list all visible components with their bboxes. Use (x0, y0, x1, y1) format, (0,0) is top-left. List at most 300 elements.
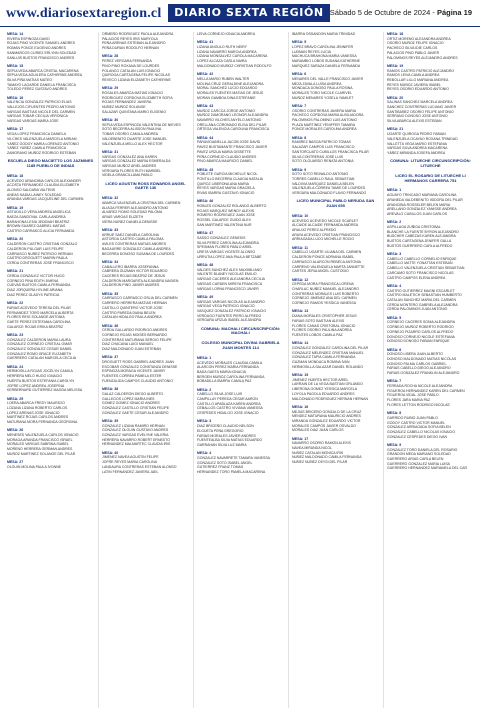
member-name: SANCHEZ CONTRERAS LUCIANO JAVIER (387, 105, 457, 110)
mesa-entry (292, 437, 379, 465)
member-name: BECERRA DONOSO SUSANA DE LOURDES (102, 251, 175, 256)
mesa-heading: MESA: 21 (7, 269, 24, 274)
member-name: MORALES TORO NICOLE CLARIVEL (292, 90, 352, 95)
mesa-heading: MESA: 19 (387, 63, 404, 68)
mesa-entry (7, 301, 94, 329)
member-name: GUZMAN MONDACA ROMINA IVAN (292, 360, 350, 365)
member-name: FLORES LETTON RODRIGO NICOLAS (387, 402, 450, 407)
member-name: ASTORGA CASTRO CAMILA PALOMA (102, 237, 164, 242)
member-name: POBLETE GARCIA MICHELLE NICOL (197, 172, 258, 177)
mesa-entry (387, 64, 474, 92)
mesa-heading: MESA: 1 (197, 355, 212, 360)
member-name: FIGUEROA HERNANDEZ KAREN DEL CARMEN (387, 388, 465, 393)
member-name: ROJAS MARQUEZ WENDY ALEXIS (197, 208, 255, 213)
member-name: BUSTOS GUERRERO CARLA ALFREDO (387, 243, 453, 248)
member-name: GRANDON MEDA MARIANO SOLEDAD (387, 452, 451, 457)
member-name: IBARRA OSSANDON MARIA TRINIDAD (292, 32, 356, 36)
member-name: FERNANDEZ TORO MARCELA ALBERTA (7, 310, 74, 315)
mesa-entry (102, 451, 189, 475)
member-name: OSORIO CONTRERAS JAVIERA MARIA (292, 108, 357, 113)
member-name: GONZALEZ CALDERON MARIA LAURA (7, 337, 71, 342)
mesa-heading: MESA: 47 (197, 231, 214, 236)
mesa-entry (387, 348, 474, 376)
member-name: MORAGA ARANDA FRANCISCO ISRAEL (7, 437, 73, 442)
mesa-heading: MESA: 2 (387, 220, 402, 225)
member-name: SILVA PEREZ CAROLINA ALEJANDRA (197, 240, 259, 245)
mesa-entry (102, 118, 189, 146)
member-name: PINO ABARCA MAURICIO DANIEL (197, 159, 253, 164)
mesa-entry (292, 168, 379, 196)
member-name: GONZALEZ LIZANA RAMIRO HERNAN (102, 423, 165, 428)
member-name: GONZALEZ NAVARRETE TAMARA VANESSA (197, 455, 270, 460)
member-name: CARCAMO SOTO FRANCISCO NICOLAS (387, 270, 454, 275)
member-name: VARGAS SILVA ANDREA MACARENA (387, 146, 448, 151)
member-name: PLAZA MARTINEZ YENIFFER TAMARA (292, 122, 356, 127)
mesa-entry (387, 252, 474, 280)
mesa-entry (7, 96, 94, 124)
mesa-heading: MESA: 25 (7, 396, 24, 401)
member-name: MIRANDA GONZALEZ EDUARDO VICTOR (292, 418, 361, 423)
mesa-heading: MESA: 12 (292, 277, 309, 282)
polling-place-heading: LICEO AGUSTIN ROSS EDWARDS ANGEL GAETE 136 (105, 180, 186, 191)
member-name: VALLEJOS CIFUENTES PEDRO ANTONIO (7, 105, 76, 110)
member-name: LOPEZ ALCAZA CARLA NAIRA (197, 59, 247, 64)
mesa-entry (292, 104, 379, 132)
member-name: CASTRO PAREDA DIANA BELEN (102, 310, 156, 315)
member-name: VALLETTA VEGA MARIO ESTEFANIA (387, 141, 447, 146)
member-name: LUDMAN REYES LUCIA (292, 49, 331, 54)
member-name: VALENZUELA CORREA TAMIE DE LOURDES (292, 186, 366, 191)
mesa-entry (387, 379, 474, 407)
newspaper-title: DIARIO SEXTA REGIÓN (168, 4, 330, 22)
mesa-heading: MESA: 17 (7, 127, 24, 132)
member-name: ESCOBAR GONZALEZ CONSTANZA DENISSE (102, 364, 178, 369)
member-name: CACERES ROJAS BEATRIZ DE JESUS (102, 273, 166, 278)
member-name: ACOSTA FERNANDEZ CLAUDIA ELIZABETH (7, 183, 80, 188)
member-name: PONCE MORALES CAROLINA ANDREA (292, 127, 357, 132)
member-name: FUENTES CORREA PAMELA ESTER (102, 374, 162, 379)
member-name: HERMOSILLA SALAZAR DANIEL ROLANDO (292, 364, 364, 369)
member-name: URRUTIA LOPEZ ANA PAULA BETZABE (197, 254, 262, 259)
member-name: CALDERON MARGARITA ALEJANDRA NAGIEN (102, 278, 179, 283)
member-name: LANDAURA CONTRERAS ESTEBAN ALONSO (102, 464, 177, 469)
member-name: SANTIBAÑEZ OSORIO FELIPE ANTONIO (387, 109, 454, 114)
member-name: LIZANA MONSALVEZ CAROLA MACARENA (197, 54, 268, 59)
member-name: GUTIERREZ FRANZ TOMAS (197, 465, 244, 470)
member-name: LOZANA LIZANA ROBERTO CARLOS (7, 405, 68, 410)
mesa-heading: MESA: 28 (102, 54, 119, 59)
member-name: VALENZUELA MELLO ALEX HECTOR (102, 141, 163, 146)
mesa-entry (387, 32, 474, 60)
member-name: POLANCO CATALAN LUIS IGNACIO (102, 68, 161, 73)
mesa-heading: MESA: 49 (197, 294, 214, 299)
member-name: SPESMAN FLORES PABLO ARIEL (197, 245, 253, 250)
page-header (0, 0, 480, 28)
member-name: CASTILLO APABLAZA KAREN ANDREA (197, 401, 261, 406)
member-name: FLORES CANAS CRISTOBAL IGNACIO (292, 323, 356, 328)
member-name: CALDERON PONCE ADRIANA ISABEL (292, 255, 355, 260)
column-1 (7, 32, 94, 708)
polling-place-heading: COLEGIO MUNICIPAL DIVINA GABRIELA JUAN MONTES 114 (201, 340, 280, 350)
mesa-heading: MESA: 8 (387, 411, 402, 416)
member-name: GARRAHAN SILVA LUZ MARIA (197, 442, 247, 447)
member-name: BUSCHER CABEZAS KAREN ALEJANDRA (387, 234, 456, 239)
mesa-heading: MESA: 30 (102, 118, 119, 123)
member-name: FLORES JARA MARIA PAZ (387, 398, 431, 403)
mesa-entry (102, 150, 189, 178)
mesa-entry (387, 96, 474, 124)
member-name: ALARCON PEREZ MARIA FERNANDA (197, 365, 259, 370)
member-name: MUÑOZ MENARES YOSELA YAMILET (292, 95, 354, 100)
member-name: ESPINOZA MORAGA VICENTE JAVIER (102, 369, 165, 374)
column-5 (387, 32, 474, 708)
polling-place-heading: LICEO MUNICIPAL PABLO NERUDA SAN JUAN 655 (296, 198, 375, 209)
member-name: TOBAR OSORIO CAMILA ANDREA (102, 132, 159, 137)
member-name: CEPEDA MORA FRANCISCA LORENA (292, 282, 354, 287)
mesa-heading: MESA: 42 (197, 72, 214, 77)
member-name: FIGUEROA VIDAL JOSE PABLO (387, 393, 439, 398)
member-name: MENESES VALENZUELA CARLOS IGNACIO (7, 433, 79, 438)
member-name: ORMEÑO RODRIGUEZ PAOLA ALEJANDRA (102, 32, 174, 36)
mesa-heading: MESA: 8 (292, 135, 307, 140)
member-name: CONTRERAS MATURANA SERGIO FELIPE (102, 337, 172, 342)
member-name: NUÑEZ MUÑOZ SOLANGE (102, 105, 146, 110)
member-name: GARRIDO RUBIO JUAN PABLO (387, 415, 438, 420)
member-name: PALOMINOS REYES ALEJANDRO ANDRES (387, 55, 458, 60)
mesa-entry (292, 214, 379, 242)
member-name: NAVARRO OSORIO RAMON ALEXIS (292, 441, 351, 446)
polling-place-heading: COMUNA: MACHALI CIRCUNSCRIPCIÓN: MACHALI (200, 325, 281, 336)
member-name: SILVA ABARCA ALEXIS ESTEBAN (387, 119, 442, 124)
member-name: VALDIVIA MARQUEZ DANIELA BELEN (292, 181, 354, 186)
mesa-heading: MESA: 34 (102, 259, 119, 264)
member-name: CERDA GALLARDO RODRIGO ANDRES (102, 328, 168, 333)
mesa-heading: MESA: 35 (102, 291, 119, 296)
mesa-heading: MESA: 14 (7, 32, 24, 36)
member-name: CASTRO MALETICH SEBASTIAN HUMBERTO (387, 293, 462, 298)
member-name: CABELLO SILVA JOSE LUIS (197, 392, 243, 397)
member-name: ASPILLAGA ZUÑIGA CRISTOBAL (387, 224, 441, 229)
member-name: NUÑEZ NUÑEZ DEYSI DEL PILAR (292, 460, 348, 465)
member-name: CASTRO CARRASCO ALICIA FERNANDA (7, 229, 75, 234)
member-name: GONZALEZ ROMO GRACE ELIZABETH (7, 351, 72, 356)
member-name: RODRIGUEZ CORDOVA ELIZABETH SOFIA (102, 95, 173, 100)
mesa-entry (7, 333, 94, 361)
mesa-heading: MESA: 2 (197, 387, 212, 392)
member-name: GONZALEZ GAETE CESAR ALEJANDRO (102, 410, 169, 415)
member-name: CERDA CONTRERAS JOSE FRANCISCO (7, 260, 74, 265)
member-name: AGUAYO TRINCADO MARIANA CAROLINA (387, 193, 457, 198)
member-name: VIDELA GRANCILLAMA PABLO (102, 173, 153, 178)
member-name: DONOSO DONOSO FABIAN ENRIQUE (387, 339, 450, 344)
member-name: MORENO HERRERA GERMAN ANDRES (7, 447, 73, 452)
member-name: MOLINA CRUZ GERALDINE ALEJANDRA (197, 81, 264, 86)
member-name: ELGUETA PEÑA GREGORIO (197, 428, 244, 433)
member-name: GOMEZ GOMEZ IGNACIO ANDRES (102, 401, 160, 406)
mesa-entry (197, 388, 284, 416)
member-name: ARAUJO PEREZ ALFREDO (292, 228, 337, 233)
member-name: SALAZAR QUINTANA MARIO EUGENIO (102, 109, 167, 114)
member-name: RAMIREZ BASOA PATRICIO TOMAS (292, 140, 351, 145)
member-name: PARAVIDIANELLA JACOB JOSE DAVID (197, 140, 261, 145)
member-name: GONZALEZ ARRIAGADA SOFIA BELEN (387, 425, 451, 430)
member-name: VALENCIA GONZALEZ PATRICIO ELIAS (7, 100, 72, 105)
member-name: VEGA LOPEZ FRANCISCA DANIELA (7, 132, 66, 137)
date-text: Sábado 5 de Octubre de 2024 - (329, 8, 437, 17)
member-name: VARGAS LORNA FRANCISCO JAVIER (197, 286, 259, 291)
member-name: VERGARA FLORES RUTH MARIBEL (102, 168, 161, 173)
member-name: HERNANDEZ TORO PAMELA MACARENA (197, 470, 266, 475)
member-name: REYES MUÑOZ JAVIERA ISABEL (387, 82, 442, 87)
member-name: SANLUIS BUSTOS FRANCISCO ANDRES (7, 55, 75, 60)
polling-place-heading: LICEO EL ROSARIO DE LITUECHE LI HERMANOS CARRERA 751 (395, 172, 466, 183)
member-name: VARGAS CARDEN MIREYA FRANCISCA (197, 281, 263, 286)
mesa-entry (292, 309, 379, 337)
member-name: PACHECO CORDOVA MARIA AUXILIADORA (292, 113, 364, 118)
member-name: JIMENEZ NAVEA AGUSTIN FELIPE (102, 455, 159, 460)
member-name: VERGARA MALDONADO FLAVIO FERNANDO (292, 191, 367, 196)
member-name: GONZALEZ SOTO ISABEL ANGEL (197, 460, 253, 465)
member-name: SOTO OLGUARDO RENATA ANTONIA (292, 159, 354, 164)
member-name: YÁÑEZ YÁÑEZ CAMILA FRANCISCA (7, 146, 67, 151)
member-name: UGARTE QUIROGA PEDRO FABIAN (387, 132, 446, 137)
member-name: CARRENO VALENZUELA MARTA JANNETTE (292, 264, 365, 269)
member-name: GONZALEZ CABELLO NICOLAS IGNACIO (387, 429, 456, 434)
member-name: RIVERA ESPINOZA DAVID (7, 36, 50, 41)
member-name: BROWN SUAREZ GABRIEL MATIAS (7, 224, 66, 229)
member-name: CASTRO GUTIERREZ MAGNI ESCARLET (387, 288, 455, 293)
mesa-heading: MESA: 20 (387, 95, 404, 100)
member-name: ARRUE SAEZ DANIELA CAROLINA (102, 232, 159, 237)
member-name: VARGAS VARGAS NICOLAS ALEJANDRO (197, 299, 265, 304)
mesa-entry (387, 127, 474, 155)
mesa-heading: MESA: 3 (197, 419, 212, 424)
member-name: SEPULVEDA AGUILERA CATHERINE ANDREA (7, 73, 83, 78)
mesa-entry (197, 32, 284, 37)
member-name: MONDACA DONOSO PAULA ROSINA (292, 86, 353, 91)
mesa-entry (197, 72, 284, 100)
member-name: VERDUGO FUENTES PIERO ALFREDO (197, 313, 262, 318)
member-name: MUÑOZ MARTINEZ SOLANGE DEL PILAR (7, 451, 76, 456)
member-name: CORNEJO JIMENEZ ANA DEL CARMEN (292, 296, 357, 301)
member-name: PACHECO SILVA IDIE CARLOS (387, 46, 438, 51)
member-name: SANMARCOS CURIEZ ERLYNN SOLEDAD (7, 50, 77, 55)
member-name: GAETE PEREZ ESTEFANIA CAROLINA (7, 319, 71, 324)
member-name: LARRAIN DE LA VEGA BASTIAN ORLANDO (292, 382, 363, 387)
member-name: GONZALEZ MELENDEZ CRISTIAN MANUEL (292, 350, 364, 355)
mesa-entry (292, 373, 379, 401)
member-name: CASTRO CAMPOS ELENA ANDREA (387, 275, 446, 280)
column-4 (292, 32, 379, 708)
mesa-entry (102, 54, 189, 82)
mesa-heading: MESA: 40 (102, 450, 119, 455)
mesa-entry (7, 174, 94, 202)
member-name: VALDEBENITO DUARTE JOSE MANUEL (102, 136, 168, 141)
member-name: CARRERO HERRERA MATIAS HERNAN (102, 301, 167, 306)
member-name: NAVARRO VILCHES ANYELO ANTONIO (197, 118, 262, 123)
member-name: CUEVAS BUSTOS CAMILA FERNANDA (7, 283, 71, 288)
member-name: CERDA PALOMINOS JUAN ANTONIO (387, 307, 448, 312)
member-name: OSORIO MUÑOZ FELIPE IGNACIO (387, 41, 444, 46)
mesa-heading: MESA: 18 (7, 173, 24, 178)
member-name: PALACIOS PINO PABLO JAVIER (387, 50, 440, 55)
mesa-heading: MESA: 27 (7, 460, 24, 465)
member-name: GONZALEZ TORO DANIELA DEL ROSARIO (387, 447, 458, 452)
member-name: CARRASCO CARRASCO OSLIA DEL CARMEN (102, 296, 178, 301)
mesa-heading: MESA: 5 (387, 315, 402, 320)
member-name: VARGAS BASTIAS NICOLE DEL CARMEN (7, 109, 75, 114)
mesa-heading: MESA: 15 (7, 63, 24, 68)
member-name: CALDERON CASTRO CRISTIAN GONZALO (7, 242, 78, 247)
member-name: MORALES FUENTES MATIAS DE JESUS (197, 90, 264, 95)
member-name: VARGAS CACERES ALEJANDRA CECILIA (197, 277, 266, 282)
member-name: REYES VARGAS MARIA GRACIELA (197, 186, 255, 191)
member-name: CORNEJO ROJAS MOISES BERNARDO (102, 332, 168, 337)
mesa-heading: MESA: 22 (7, 301, 24, 306)
member-name: CATALAN HIDALGO PAULA ANDREA (102, 315, 162, 320)
member-name: YÁÑEZ GODOY MARIA LORENZO ANTONIO (7, 141, 80, 146)
mesa-entry (197, 136, 284, 164)
member-name: FARIAS ACEVEDO TERESA DEL PILAR (7, 305, 71, 310)
member-name: ALONSO SALDAÑA VALTENS (7, 187, 56, 192)
mesa-entry (197, 104, 284, 132)
member-name: ARANEDA VALDEBENITO ISIDORA DEL PILAR (387, 197, 463, 202)
member-name: LEIVA CORNEJO IGNACIA ANDREA (197, 32, 256, 36)
mesa-entry (7, 269, 94, 297)
mesa-heading: MESA: 31 (102, 149, 119, 154)
member-name: LOYOLA PAGOLA EDUARDO ANDRES (292, 391, 355, 396)
member-name: CORNEJO PIZARRO CARLOS ALFREDO (387, 329, 454, 334)
member-name: RAMOS LEIVA CAMILA ANDREA (387, 73, 440, 78)
member-name: NAVEA MIRANDA NICOL (292, 446, 333, 451)
mesa-entry (292, 72, 379, 100)
mesa-entry (197, 168, 284, 196)
member-name: GALLEGOS LOPEZ MARIA INES (102, 396, 155, 401)
member-name: URETA VARGAS VICENTE ALONSO (197, 249, 256, 254)
member-name: BAGAURRE GONZALEZ CAMILA ANDREA (102, 246, 171, 251)
member-name: CERDA GONZALEZ VICTOR HUGO (7, 273, 65, 278)
member-name: CEBALLOS CASTRO VIVIANA VANESSA (197, 406, 263, 411)
member-name: CARRASCO ALARCON REBECA ANTONIA (292, 259, 361, 264)
member-name: VERGARA URZUA ISABEL ALEJANDRA (197, 318, 262, 323)
mesa-entry (102, 324, 189, 352)
member-name: ZAMORANO MUÑOZ RODRIGO ESTEBAN (7, 150, 77, 155)
member-name: NUÑEZ MALDONADO CAMILA FERNANDA (292, 455, 362, 460)
issue-date (330, 8, 472, 17)
member-name: VARGAS GONZALEZ MARIA ESMERALDA (102, 159, 171, 164)
member-name: GONZALEZ CESPEDES DIEGO IVAN (387, 434, 448, 439)
member-name: ORELLANA CORONADO ELISA DEL PILAR (197, 122, 267, 127)
mesa-entry (102, 355, 189, 383)
polling-place-heading: ESCUELA DIEGO MACIETTO LOS JAZMINES 1185 PUEBLO DE INDIAS (7, 158, 94, 169)
mesa-entry (102, 419, 189, 447)
mesa-entry (197, 451, 284, 475)
member-name: SASSO GONZALEZ GENESIS (197, 235, 246, 240)
member-name: ORTIZ MORENO ALEJANDRA ANDREA (387, 36, 451, 41)
mesa-entry (292, 136, 379, 164)
member-name: REVECO LIZANA ELIZABETH CATHERINE (102, 77, 171, 82)
site-url[interactable]: www.diariosextaregion.cl (6, 6, 162, 21)
member-name: ACEVEDO MORALES CLAUDIA CAMILA (197, 360, 263, 365)
member-name: VARGAS VARGAS MARIA JOSE (7, 119, 59, 124)
mesa-heading: MESA: 44 (197, 135, 214, 140)
member-name: HERRERA MELO HUGO IGNACIO (7, 374, 63, 379)
member-name: PEÑA CORNEJO CLAUDIO ANDRES (197, 154, 257, 159)
mesa-entry (387, 411, 474, 439)
mesa-entry (292, 40, 379, 68)
mesa-entry (102, 260, 189, 288)
member-name: FUENTEALBA SILVA MATIAS EDUARDO (197, 438, 263, 443)
member-name: MENDEZ MATURANA MAURICIO ANDRES (292, 414, 361, 419)
mesa-heading: MESA: 3 (387, 252, 402, 257)
member-name: CABELLO MATTE YONATTAN ESTEBAN (387, 261, 453, 266)
mesa-heading: MESA: 19 (7, 205, 24, 210)
member-name: ALIAGA FERRER ALEJANDRO ANTONIO (102, 205, 169, 210)
member-name: JOFRE REYES MARIA CAROLINA (102, 460, 158, 465)
mesa-heading: MESA: 6 (292, 72, 307, 77)
mesa-heading: MESA: 15 (292, 373, 309, 378)
member-name: VILCHES VALENZUELA MARCELA MIRIAM (7, 136, 77, 141)
polling-place-heading: COMUNA: LITUECHE CIRCUNSCRIPCIÓN: LITUECHE (390, 158, 471, 169)
member-name: PONTILLO BECERRA CLAUDIA NATALIA (197, 176, 264, 181)
mesa-heading: MESA: 9 (387, 442, 402, 447)
member-name: DIAZ JORQUERA HYLINE ARIANA (7, 288, 63, 293)
member-name: DIAZ PEREZ GLADYS PATRICIA (7, 292, 60, 297)
member-name: JIMENEZ HUERTA HECTOR ARIEL (292, 377, 349, 382)
member-name: MATURANA MORA FERNANDA GEORGINA (7, 420, 78, 425)
member-name: CORNEJO CACERES SONIA ALEJANDRA (387, 320, 456, 325)
mesa-heading: MESA: 9 (292, 167, 307, 172)
member-name: SOTO SOTO REINALDO ANTONIO (292, 172, 349, 177)
mesa-entry (7, 237, 94, 265)
member-name: ALCAIDE ALCAIDE FERNANDA ANDREA (292, 223, 359, 228)
mesa-heading: MESA: 14 (292, 341, 309, 346)
member-name: ARAYA ACEVEDO CRISTIAN FRANCISCO (292, 232, 360, 237)
mesa-entry (387, 316, 474, 344)
member-name: CORNEJO PINA EDITH JIMENA (7, 278, 59, 283)
mesa-heading: MESA: 21 (387, 127, 404, 132)
mesa-entry (7, 64, 94, 92)
member-name: SOTO BECERRA ALISSON PAULINA (102, 127, 162, 132)
mesa-heading: MESA: 7 (292, 103, 307, 108)
mesa-entry (292, 246, 379, 274)
mesa-entry (197, 295, 284, 323)
mesa-entry (102, 32, 189, 51)
member-name: LOPEZ BRAVO CAROLINA JENNIFER (292, 45, 354, 49)
member-name: FUENTES LOBOS CAMILA PAZ (292, 332, 343, 337)
member-name: SALAZAR CAMPOS LUIS FRANCISCO (292, 145, 355, 150)
member-name: AVILES CONTRERAS MATIAS ANDRES (102, 242, 167, 247)
mesa-heading: MESA: 4 (387, 283, 402, 288)
member-name: BADA GAETA MARIA IGNACIA (197, 369, 246, 374)
member-name: FARIAS MORALES JAVIER ANDRES (197, 433, 256, 438)
mesa-entry (102, 196, 189, 224)
mesa-heading: MESA: 37 (102, 355, 119, 360)
member-name: BERGEN MUÑOZ CAROLINA FERNANDA (197, 374, 265, 379)
member-name: CASTRO DROGUETT MAIRIN PAULA (7, 256, 68, 261)
member-name: KERBERNARD GUTIERREZ MAGDA MELISSA (7, 388, 83, 393)
mesa-entry (7, 428, 94, 456)
member-name: LIZANA NAVARRO MARCIA ANDREA (197, 49, 257, 54)
mesa-heading: MESA: 46 (197, 199, 214, 204)
member-name: CORNEJO MUÑOZ ROBERTO RODRIGO (387, 325, 454, 330)
mesa-entry (387, 220, 474, 248)
member-name: SANTORCUATO CUBILLOS FRANCISCA PILAR (292, 149, 369, 154)
member-name: FARIAS SOTO BASTIAN ALEXIS (292, 318, 345, 323)
member-name: LIBERONA GOMEZ YESSICA MARCELA (292, 387, 358, 392)
member-name: ROMAN PONCE EUGENIO ANDRES (7, 46, 66, 51)
member-name: REBOLLAR LILLO MARIANA ANDREA (387, 77, 449, 82)
